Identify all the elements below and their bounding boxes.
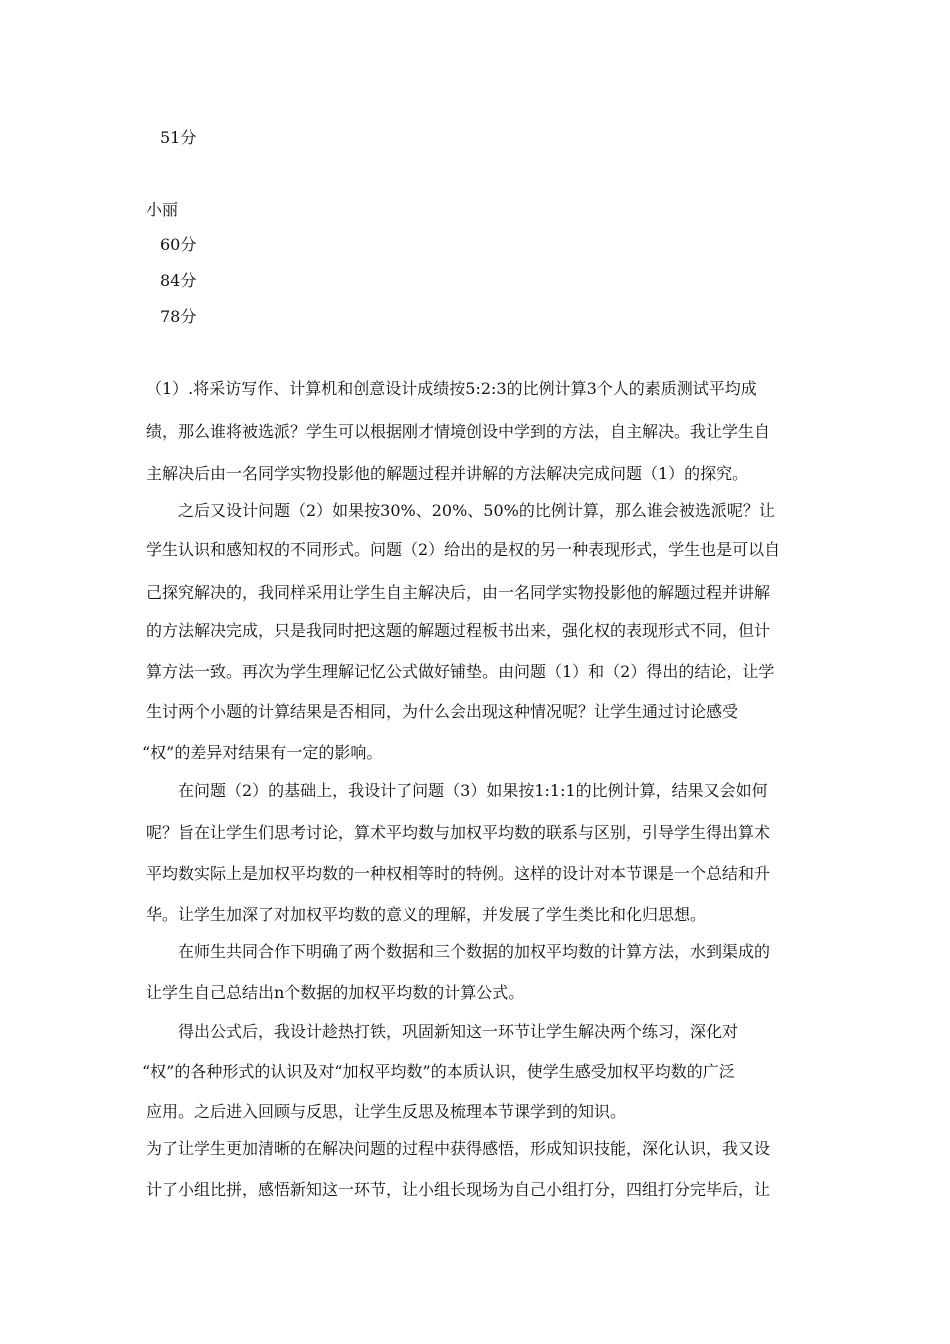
paragraph-2-line-3: 己探究解决的，我同样采用让学生自主解决后，由一名同学实物投影他的解题过程并讲解	[146, 583, 771, 602]
paragraph-1-line-2: 绩，那么谁将被选派？学生可以根据刚才情境创设中学到的方法，自主解决。我让学生自	[146, 422, 771, 441]
row-score-2: 84分	[160, 271, 197, 290]
paragraph-2-line-2: 学生认识和感知权的不同形式。问题（2）给出的是权的另一种表现形式，学生也是可以自	[146, 540, 781, 559]
paragraph-4-line-1: 在师生共同合作下明确了两个数据和三个数据的加权平均数的计算方法，水到渠成的	[178, 942, 771, 961]
paragraph-3-line-1: 在问题（2）的基础上，我设计了问题（3）如果按1:1:1的比例计算，结果又会如何	[178, 781, 768, 800]
paragraph-3-line-3: 平均数实际上是加权平均数的一种权相等时的特例。这样的设计对本节课是一个总结和升	[146, 864, 771, 883]
paragraph-4-line-2: 让学生自己总结出n个数据的加权平均数的计算公式。	[146, 983, 525, 1002]
paragraph-6-line-1: 为了让学生更加清晰的在解决问题的过程中获得感悟，形成知识技能，深化认识，我又设	[146, 1139, 771, 1158]
paragraph-2-line-5: 算方法一致。再次为学生理解记忆公式做好铺垫。由问题（1）和（2）得出的结论，让学	[146, 662, 775, 681]
prev-row-last-score: 51分	[160, 128, 197, 147]
paragraph-2-line-4: 的方法解决完成，只是我同时把这题的解题过程板书出来，强化权的表现形式不同，但计	[146, 621, 771, 640]
paragraph-5-line-3: 应用。之后进入回顾与反思，让学生反思及梳理本节课学到的知识。	[146, 1102, 627, 1121]
paragraph-1-line-1: （1）.将采访写作、计算机和创意设计成绩按5:2:3的比例计算3个人的素质测试平均成	[146, 379, 757, 398]
paragraph-5-line-1: 得出公式后，我设计趁热打铁，巩固新知这一环节让学生解决两个练习，深化对	[178, 1022, 739, 1041]
row-name-xiaoli: 小丽	[146, 200, 179, 219]
paragraph-2-line-6: 生讨两个小题的计算结果是否相同，为什么会出现这种情况呢？让学生通过讨论感受	[146, 702, 739, 721]
paragraph-5-line-2: “权”的各种形式的认识及对“加权平均数”的本质认识，使学生感受加权平均数的广泛	[142, 1062, 735, 1081]
paragraph-1-line-3: 主解决后由一名同学实物投影他的解题过程并讲解的方法解决完成问题（1）的探究。	[146, 464, 749, 483]
paragraph-6-line-2: 计了小组比拼，感悟新知这一环节，让小组长现场为自己小组打分，四组打分完毕后，让	[146, 1180, 771, 1199]
paragraph-2-line-7: “权”的差异对结果有一定的影响。	[142, 743, 383, 762]
row-score-1: 60分	[160, 235, 197, 254]
paragraph-3-line-2: 呢？旨在让学生们思考讨论，算术平均数与加权平均数的联系与区别，引导学生得出算术	[146, 823, 771, 842]
row-score-3: 78分	[160, 307, 197, 326]
paragraph-2-line-1: 之后又设计问题（2）如果按30%、20%、50%的比例计算，那么谁会被选派呢？让	[178, 501, 775, 520]
paragraph-3-line-4: 华。让学生加深了对加权平均数的意义的理解，并发展了学生类比和化归思想。	[146, 905, 707, 924]
